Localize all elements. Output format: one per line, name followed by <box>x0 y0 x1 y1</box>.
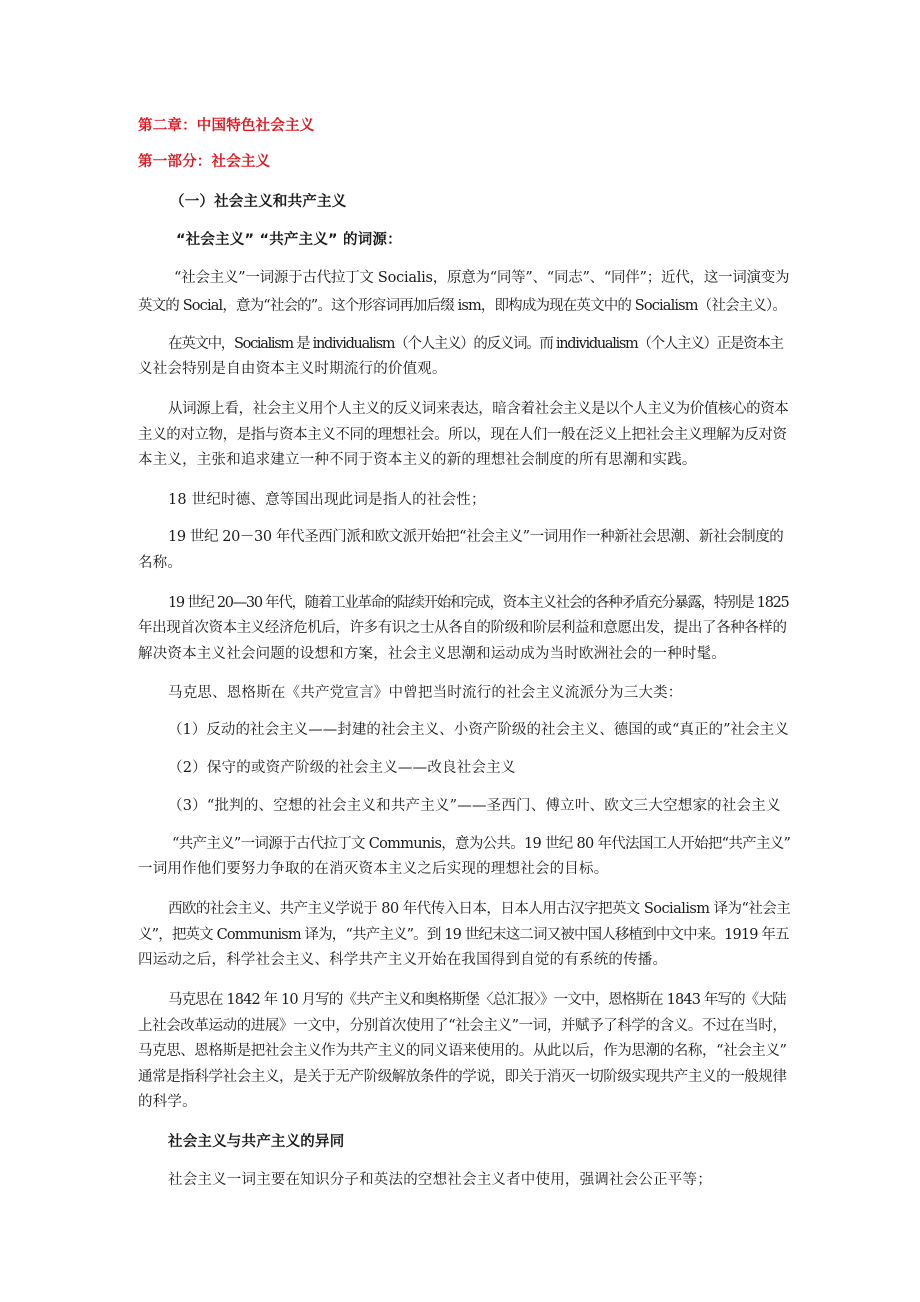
paragraph-line: 马克思、恩格斯是把社会主义作为共产主义的同义语来使用的。从此以后，作为思潮的名称，“社会主义” <box>138 1043 787 1059</box>
paragraph-line: 19 世纪 20－30 年代圣西门派和欧文派开始把“社会主义”一词用作一种新社会思潮、新社会制度的 <box>168 529 784 545</box>
paragraph-line: 通常是指科学社会主义，是关于无产阶级解放条件的学说，即关于消灭一切阶级实现共产主义的一般规律 <box>138 1069 787 1085</box>
paragraph-line: 主义的对立物，是指与资本主义不同的理想社会。所以，现在人们一般在泛义上把社会主义理解为反对资 <box>138 427 787 443</box>
paragraph-line: 一词用作他们要努力争取的在消灭资本主义之后实现的理想社会的目标。 <box>138 861 609 877</box>
paragraph-line: 上社会改革运动的进展》一文中，分别首次使用了“社会主义”一词，并赋予了科学的含义。不过在当时， <box>138 1018 787 1034</box>
paragraph-line: 义社会特别是自由资本主义时期流行的价值观。 <box>138 361 447 377</box>
paragraph-line: 年出现首次资本主义经济危机后，许多有识之士从各自的阶级和阶层利益和意愿出发，提出了各种各样的 <box>138 620 787 636</box>
paragraph-line: 义”，把英文 Communism 译为，“共产主义”。到 19 世纪末这二词又被中国人移植到中文中来。1919 年五 <box>138 927 789 943</box>
paragraph-line: 西欧的社会主义、共产主义学说于 80 年代传入日本，日本人用古汉字把英文 Socialism 译为“社会主 <box>168 901 791 917</box>
paragraph-line: 的科学。 <box>138 1094 197 1110</box>
paragraph-line: 四运动之后，科学社会主义、科学共产主义开始在我国得到自觉的有系统的传播。 <box>138 952 668 968</box>
paragraph-line: 名称。 <box>138 555 183 571</box>
paragraph-line: 在英文中，Socialism 是 individualism（个人主义）的反义词。而 individualism（个人主义）正是资本主 <box>168 336 783 352</box>
list-item: （2）保守的或资产阶级的社会主义——改良社会主义 <box>168 760 516 776</box>
paragraph-line: “社会主义”一词源于古代拉丁文 Socialis，原意为“同等”、“同志”、“同伴”；近代，这一词演变为 <box>174 270 790 286</box>
section-title: （一）社会主义和共产主义 <box>170 194 347 210</box>
paragraph-line: 19 世纪 20—30 年代，随着工业革命的陆续开始和完成，资本主义社会的各种矛盾充分暴露，特别是 1825 <box>168 595 789 611</box>
section-heading: 社会主义与共产主义的异同 <box>168 1134 345 1150</box>
part-title: 第一部分：社会主义 <box>138 154 271 170</box>
paragraph-line: 解决资本主义社会问题的设想和方案，社会主义思潮和运动成为当时欧洲社会的一种时髦。 <box>138 646 726 662</box>
list-item: （1）反动的社会主义——封建的社会主义、小资产阶级的社会主义、德国的或“真正的”社会主义 <box>168 722 789 738</box>
paragraph-line: 本主义，主张和追求建立一种不同于资本主义的新的理想社会制度的所有思潮和实践。 <box>138 452 697 468</box>
chapter-title: 第二章：中国特色社会主义 <box>138 118 315 134</box>
etymology-heading: “社会主义” “共产主义” 的词源： <box>176 232 402 248</box>
list-item: （3）“批判的、空想的社会主义和共产主义”——圣西门、傅立叶、欧文三大空想家的社会主义 <box>168 798 781 814</box>
paragraph-line: 从词源上看，社会主义用个人主义的反义词来表达，暗含着社会主义是以个人主义为价值核心的资本 <box>168 401 789 417</box>
paragraph-line: 马克思在 1842 年 10 月写的《共产主义和奥格斯堡〈总汇报〉》一文中，恩格斯在 1843 年写的《大陆 <box>168 992 786 1008</box>
paragraph-line: 马克思、恩格斯在《共产党宣言》中曾把当时流行的社会主义流派分为三大类： <box>168 685 683 701</box>
paragraph-line: 18 世纪时德、意等国出现此词是指人的社会性； <box>168 492 486 508</box>
paragraph-line: 社会主义一词主要在知识分子和英法的空想社会主义者中使用，强调社会公正平等； <box>168 1172 712 1188</box>
paragraph-line: “共产主义”一词源于古代拉丁文 Communis，意为公共。19 世纪 80 年代法国工人开始把“共产主义” <box>172 836 791 852</box>
paragraph-line: 英文的 Social，意为“社会的”。这个形容词再加后缀 ism，即构成为现在英文中的 Socialism（社会主义）。 <box>138 298 786 314</box>
